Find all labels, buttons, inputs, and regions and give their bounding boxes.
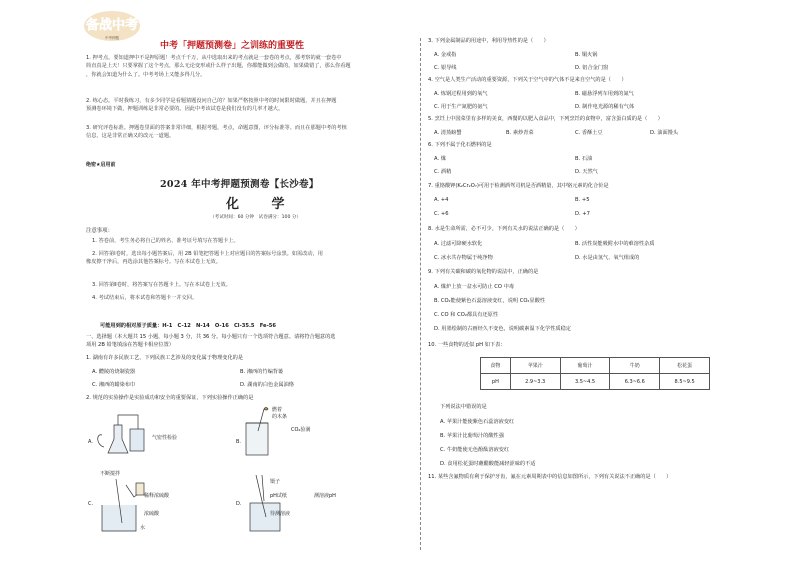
question-6-option-d: D. 天然气 <box>575 169 598 175</box>
table-cell: 2.9~3.3 <box>510 374 560 390</box>
note-4: 4. 考试结束后，将本试卷和答题卡一并交回。 <box>92 295 198 301</box>
option-b-label-1: 燃着 <box>272 407 283 413</box>
question-3-option-d: D. 铝合金门窗 <box>575 65 609 71</box>
exam-time-info: （考试时间：60 分钟 试卷满分：100 分） <box>210 215 302 220</box>
table-header: 苹果汁 <box>510 358 560 374</box>
question-2-stem: 2. 规范的实验操作是实验成功和安全的重要保证，下列实验操作正确的是 <box>86 395 254 401</box>
question-10-option-b: B. 苹果汁比葡萄汁的酸性强 <box>440 433 504 439</box>
question-9-option-c: C. CO 和 CO₂都具有还原性 <box>434 312 499 318</box>
table-header: 葡萄汁 <box>560 358 610 374</box>
option-a-letter: A. <box>88 439 93 445</box>
ph-table <box>480 357 710 390</box>
question-1-option-a: A. 醴陵的烧制瓷器 <box>92 369 136 375</box>
option-d-label-4: 待测溶液 <box>270 511 291 517</box>
option-d-label-1: 镊子 <box>270 479 281 485</box>
option-c-letter: C. <box>88 501 94 507</box>
table-header-row <box>481 358 710 374</box>
question-6-option-c: C. 酒精 <box>434 169 452 175</box>
subject-title: 化 学 <box>226 197 299 212</box>
question-1-option-b: B. 湘西的竹编背篓 <box>240 369 284 375</box>
intro-title: 中考「押题预测卷」之训练的重要性 <box>160 41 305 51</box>
intro-line: 1. 押考点。要知道押中不是押原题！考点千千万，从中选取出来的考点就是一套卷的考点，那考察的就一套卷中 <box>86 55 342 61</box>
intro-line: ，你就会知道为什么了。中考考场上又能多得几分。 <box>86 71 206 78</box>
question-9-option-a: A. 煤炉上放一盆水可防止 CO 中毒 <box>434 284 515 290</box>
table-header: 牛奶 <box>610 358 660 374</box>
question-6-option-b: B. 石油 <box>575 156 593 162</box>
question-1-option-c: C. 湘西的蜡染布巾 <box>92 382 136 388</box>
option-c-label-0: 不断搅拌 <box>100 471 121 477</box>
table-header: 食物 <box>481 358 511 374</box>
table-cell: pH <box>481 374 511 390</box>
gas-jar-icon <box>246 408 268 456</box>
question-7-option-c: C. +6 <box>434 211 449 217</box>
intro-paragraph-2 <box>86 97 416 114</box>
section-line: 项用 2B 铅笔填涂在答题卡相应位置） <box>86 342 174 349</box>
question-4-stem: 4. 空气是人类生产活动的重要资源，下列关于空气中的气体不是来自空气的是（ ） <box>428 77 627 83</box>
table-cell: 6.3~6.6 <box>610 374 660 390</box>
note-1: 1. 答卷前，考生务必将自己的姓名、准考证号填写在答题卡上。 <box>92 238 239 244</box>
note-3: 3. 回答第Ⅱ卷时，将答案写在答题卡上。写在本试卷上无效。 <box>92 282 231 288</box>
question-4-option-b: B. 磁悬浮列车用到的氮气 <box>575 91 634 97</box>
question-3-stem: 3. 下列金属制品的用途中，利用导热性的是（ ） <box>428 38 549 44</box>
intro-line: 简直真是上天！只要掌握了这个考点，那么无论变形或什么样子出题，你都能做到会做的。如果做错了，那么你看题 <box>86 63 351 70</box>
question-7-option-a: A. +4 <box>434 197 449 203</box>
column-divider <box>420 38 421 550</box>
question-10-prompt: 下列说法中错误的是 <box>440 404 487 410</box>
option-c-label-3: 水 <box>140 525 146 531</box>
section-line: 一、选择题（本大题共 15 小题，每小题 3 分，共 36 分。每小题只有一个选项符合题意。请将符合题意的选 <box>86 334 336 340</box>
intro-line: 信息，这是非常正确又的改元一道题。 <box>86 133 175 140</box>
option-d-label-3: 测溶液pH <box>314 493 336 499</box>
note-line: 橡皮擦干净后，再选涂其他答案标号。写在本试卷上无效。 <box>86 259 221 266</box>
option-d-label-2: pH试纸 <box>270 493 287 499</box>
option-b-letter: B. <box>236 439 242 445</box>
question-2-diagram <box>86 405 416 545</box>
intro-paragraph-1 <box>86 54 416 79</box>
svg-text:备战中考: 备战中考 <box>85 18 139 33</box>
atomic-masses: 可能用到的相对原子质量：H-1 C-12 N-14 O-16 Cl-35.5 Fe-56 <box>100 323 276 329</box>
question-3-option-b: B. 铜火锅 <box>575 52 598 58</box>
question-1-option-d: D. 湖南的白色金属油烙 <box>240 382 294 388</box>
question-6-stem: 6. 下列不属于化石燃料的是 <box>428 142 492 148</box>
question-7-option-b: B. +5 <box>575 197 590 203</box>
question-10-option-a: A. 苹果汁能使紫色石蕊溶液变红 <box>440 419 515 425</box>
question-5-option-c: C. 香酥土豆 <box>575 130 603 136</box>
beaker-stirring-icon <box>102 479 144 531</box>
intro-paragraph-3 <box>86 124 416 141</box>
question-4-option-d: D. 制作电光源的稀有气体 <box>575 104 635 110</box>
notes-heading: 注意事项： <box>86 228 113 234</box>
svg-text:中考押题: 中考押题 <box>105 36 119 40</box>
option-a-label: 气密性检验 <box>152 435 178 441</box>
question-8-stem: 8. 水是生命所需，必不可少。下列有关水的说法正确的是（ ） <box>428 226 580 232</box>
question-3-option-a: A. 金戒指 <box>434 52 457 58</box>
question-5-option-a: A. 清蒸螃蟹 <box>434 130 462 136</box>
question-9-stem: 9. 下列有关碳和碳的氧化物的说法中，正确的是 <box>428 269 539 275</box>
table-cell: 8.5~9.5 <box>660 374 710 390</box>
question-8-option-c: C. 冰水共存物属于纯净物 <box>434 255 493 261</box>
lab-operations-figure <box>86 405 416 545</box>
section-1-instructions <box>86 333 416 350</box>
question-4-option-c: C. 用于生产氮肥的氨气 <box>434 104 488 110</box>
table-row <box>481 374 710 390</box>
question-10-option-d: D. 食用松花蛋时蘸醋酸能减轻涩味的不适 <box>440 461 536 467</box>
option-c-label-1: 稀释浓硫酸 <box>144 493 170 499</box>
secret-mark: 绝密★启用前 <box>86 162 116 168</box>
question-11-stem: 11. 某些含氟物质有利于保护牙齿，氟在元素周期表中的信息如图所示，下列有关说法不正确的是（ ） <box>428 474 672 480</box>
question-1-stem: 1. 湖南有许多民族工艺，下列民族工艺涉及的变化属于物理变化的是 <box>86 355 244 361</box>
note-line: 2. 回答第Ⅰ卷时，选出每小题答案后，用 2B 铅笔把答题卡上对应题目的答案标号涂黑。如需改动，用 <box>92 251 323 257</box>
intro-line: 2. 练心态。平时我练习，有多少同学是看题猜题没问自己的？如果严格按照中考的时间限时做题，并且在押题 <box>86 98 337 104</box>
question-5-stem: 5. 烹饪上中国菜里有多样的美食，西餐的以肥入食品中，下列烹饪的食物中，富含蛋白质的是（ ） <box>428 116 663 122</box>
question-8-option-d: D. 水是由氢气、氧气组成的 <box>575 255 640 261</box>
table-header: 松花蛋 <box>660 358 710 374</box>
option-c-label-2: 浓硫酸 <box>144 511 160 517</box>
exam-title: 2024 年中考押题预测卷【长沙卷】 <box>160 179 319 190</box>
brand-logo <box>82 8 142 44</box>
option-b-label-2: 的木条 <box>272 414 288 420</box>
question-9-option-b: B. CO₂能使紫色石蕊溶液变红，说明 CO₂显酸性 <box>434 298 546 304</box>
question-9-option-d: D. 用墨绘制的古画经久不变色，说明碳素温下化学性质稳定 <box>434 326 571 332</box>
table-cell: 3.5~4.5 <box>560 374 610 390</box>
question-3-option-c: C. 银导线 <box>434 65 457 71</box>
note-2 <box>86 250 414 267</box>
flask-with-tube-icon <box>98 415 144 453</box>
question-10-stem: 10. 一些食物的近似 pH 如下表： <box>428 342 506 348</box>
option-b-label-3: CO₂验满 <box>291 427 311 433</box>
option-d-letter: D. <box>236 501 242 507</box>
question-8-option-a: A. 过滤可降硬水软化 <box>434 241 483 247</box>
intro-line: 预测卷环境下做，押题训练是非常必要的。因此中考该试卷是我们没有的几率才越大。 <box>86 106 284 113</box>
intro-line: 3. 研究评卷标准。押题卷里面的答案非常详细，根据考题，考点，命题意图，评分标准等。而且在那题中考的考核 <box>86 125 347 131</box>
question-5-option-d: D. 油面馒头 <box>650 130 679 136</box>
question-10-option-c: C. 牛奶能使无色酚酞溶液变红 <box>440 447 510 453</box>
question-6-option-a: A. 煤 <box>434 156 446 162</box>
question-4-option-a: A. 炼钢过程用到的氧气 <box>434 91 488 97</box>
question-7-stem: 7. 重铬酸钾(K₂Cr₂O₇)可用于检测酒驾司机是否酒精量，其中铬元素的化合价是 <box>428 183 609 189</box>
question-7-option-d: D. +7 <box>575 211 590 217</box>
question-5-option-b: B. 素炒青菜 <box>506 130 534 136</box>
question-8-option-b: B. 活性炭能吸附水中的难溶性杂质 <box>575 241 655 247</box>
